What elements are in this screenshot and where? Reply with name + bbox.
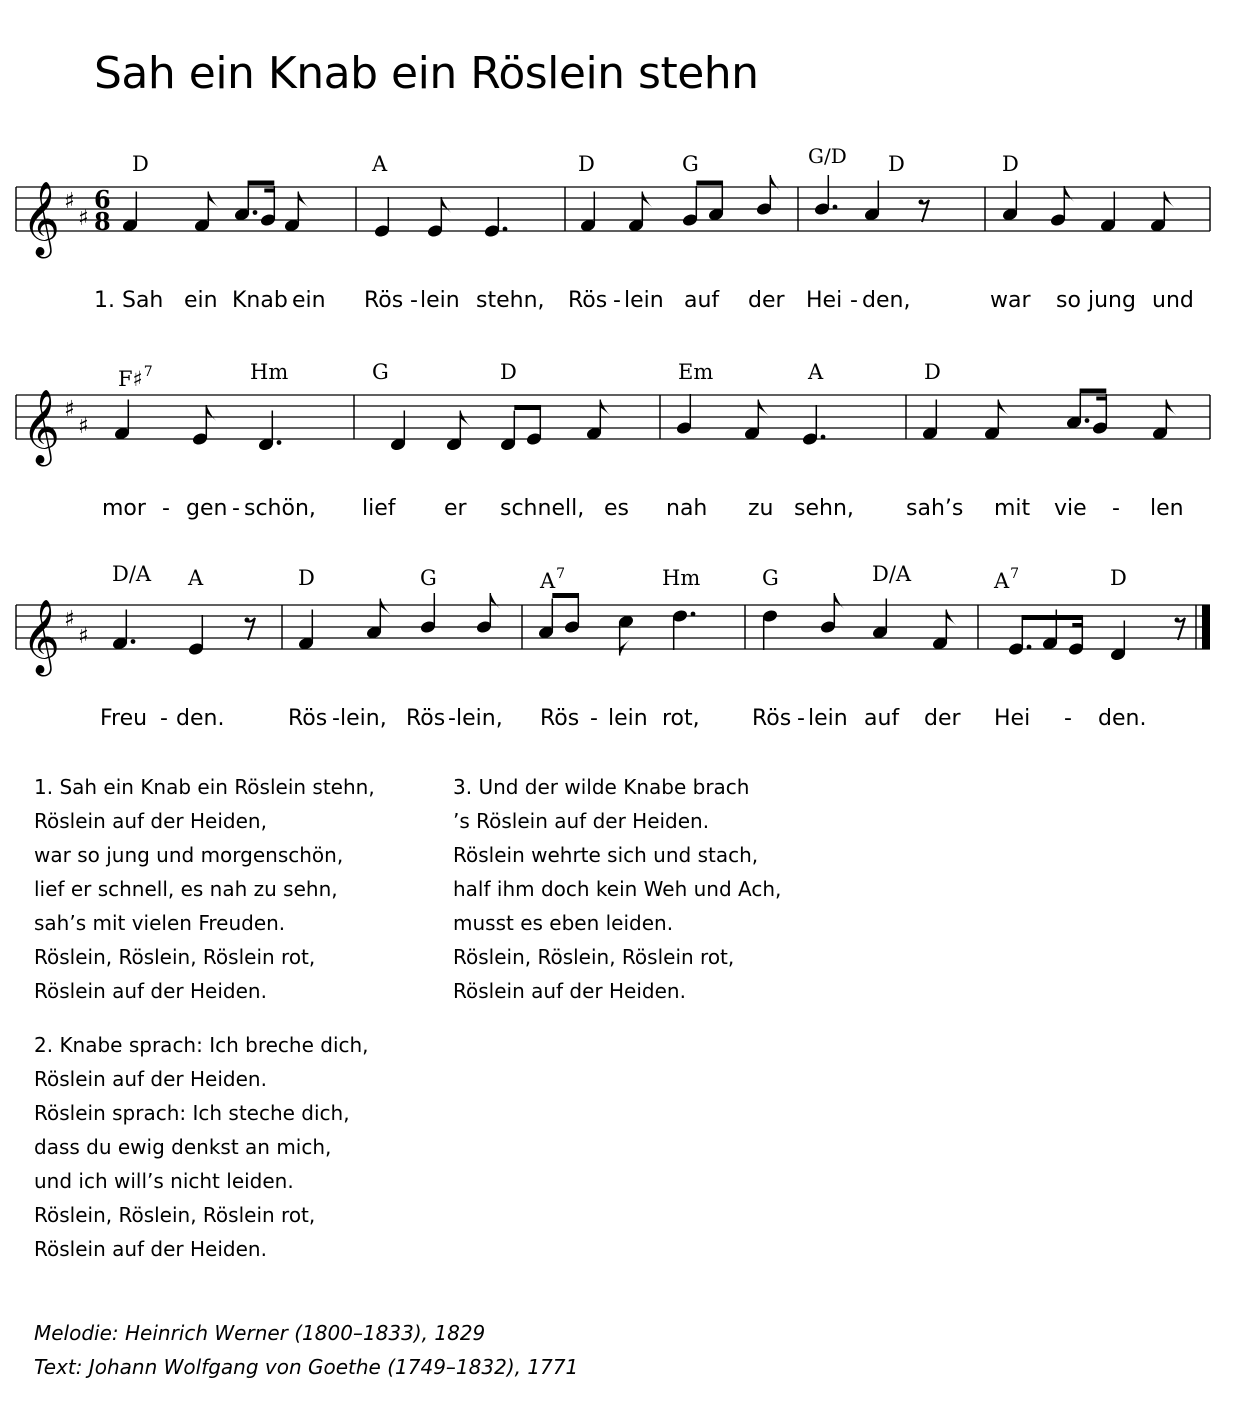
music-system-3 bbox=[0, 562, 1238, 731]
music-system-1 bbox=[0, 144, 1238, 313]
lyric-syllable: lein bbox=[420, 288, 460, 313]
lyric-syllable: Rös bbox=[752, 706, 792, 731]
lyric-syllable: stehn, bbox=[476, 288, 545, 313]
lyric-syllable: es bbox=[604, 496, 629, 521]
lyric-hyphen: - bbox=[448, 706, 456, 731]
chord-symbol: D bbox=[1110, 566, 1127, 590]
flag bbox=[298, 192, 308, 208]
lyric-syllable: schnell, bbox=[500, 496, 585, 521]
lyric-syllable: Freu bbox=[100, 706, 148, 731]
eighth-rest-dot bbox=[1175, 618, 1180, 623]
beam bbox=[552, 593, 578, 598]
flag bbox=[642, 192, 652, 208]
lyric-syllable: mor bbox=[102, 496, 146, 521]
lyric-syllable: Rös bbox=[364, 288, 404, 313]
beam bbox=[248, 181, 274, 186]
chord-symbol: G bbox=[420, 566, 437, 590]
chord-symbol-slash: G/D bbox=[808, 144, 847, 168]
dot bbox=[131, 639, 136, 644]
staff-2 bbox=[0, 358, 1238, 508]
flag bbox=[490, 593, 500, 609]
chord-symbol: A bbox=[808, 360, 824, 384]
sharp-f-icon: ♯ bbox=[64, 397, 75, 422]
verse-line: sah’s mit vielen Freuden. bbox=[34, 911, 286, 935]
flag bbox=[206, 405, 216, 421]
treble-clef-icon: 𝄞 bbox=[22, 390, 60, 464]
lyric-syllable: lief bbox=[362, 496, 396, 521]
lyric-syllable: ein bbox=[184, 288, 218, 313]
dot bbox=[253, 210, 258, 215]
lyric-syllable: Hei bbox=[994, 706, 1031, 731]
notes-system-2 bbox=[113, 389, 1176, 452]
staff-3 bbox=[0, 568, 1238, 718]
staff-1 bbox=[0, 150, 1238, 300]
verse-3 bbox=[453, 770, 781, 1008]
lyric-hyphen: - bbox=[797, 706, 805, 731]
verse-line: 2. Knabe sprach: Ich breche dich, bbox=[34, 1033, 369, 1057]
time-signature-top: 6 bbox=[94, 185, 111, 214]
chord-symbol-slash: D/A bbox=[112, 562, 152, 586]
lyric-syllable: Hei bbox=[806, 288, 843, 313]
verse-line: 3. Und der wilde Knabe brach bbox=[453, 775, 750, 799]
chord-symbol: D bbox=[578, 152, 595, 176]
lyric-syllable: nah bbox=[666, 496, 708, 521]
beam bbox=[1096, 397, 1106, 401]
dot bbox=[503, 227, 508, 232]
lyric-hyphen: - bbox=[613, 288, 621, 313]
chord-symbol: D bbox=[500, 360, 517, 384]
lyric-syllable: Rös bbox=[406, 706, 446, 731]
lyric-syllable: rot, bbox=[662, 706, 700, 731]
verse-line: Röslein, Röslein, Röslein rot, bbox=[34, 945, 316, 969]
lyric-syllable: lein bbox=[608, 706, 648, 731]
chord-symbol: Hm bbox=[662, 566, 701, 590]
lyric-syllable: vie bbox=[1054, 496, 1087, 521]
sharp-c-icon: ♯ bbox=[78, 206, 89, 231]
lyric-syllable: auf bbox=[864, 706, 900, 731]
lyric-syllable: den. bbox=[176, 706, 225, 731]
chord-symbol: $A^7$ bbox=[994, 566, 1020, 593]
lyric-syllable: den, bbox=[862, 288, 911, 313]
lyric-syllable: lein bbox=[624, 288, 664, 313]
flag bbox=[946, 610, 956, 626]
lyric-syllable: den. bbox=[1098, 706, 1147, 731]
chord-symbol: D bbox=[132, 152, 149, 176]
flag bbox=[460, 411, 470, 427]
beam bbox=[1072, 623, 1082, 627]
sharp-c-icon: ♯ bbox=[78, 624, 89, 649]
flag bbox=[208, 192, 218, 208]
lyric-hyphen: - bbox=[160, 706, 168, 731]
treble-clef-icon: 𝄞 bbox=[22, 600, 60, 674]
song-title: Sah ein Knab ein Röslein stehn bbox=[94, 48, 759, 99]
flag bbox=[600, 400, 610, 416]
flag bbox=[1166, 400, 1176, 416]
flag bbox=[998, 400, 1008, 416]
verse-1 bbox=[34, 770, 375, 1008]
chord-symbol: F♯$^7$ bbox=[118, 364, 153, 391]
verse-line: und ich will’s nicht leiden. bbox=[34, 1169, 294, 1193]
verse-line: Röslein wehrte sich und stach, bbox=[453, 843, 759, 867]
beam bbox=[1022, 615, 1082, 620]
lyric-hyphen: - bbox=[1112, 496, 1120, 521]
flag bbox=[758, 400, 768, 416]
music-system-2 bbox=[0, 358, 1238, 521]
verse-line: 1. Sah ein Knab ein Röslein stehn, bbox=[34, 775, 375, 799]
chord-symbol: D bbox=[298, 566, 315, 590]
lyric-syllable: schön, bbox=[244, 496, 316, 521]
chord-symbol: $A^7$ bbox=[540, 566, 566, 593]
chord-symbol: G bbox=[372, 360, 389, 384]
lyric-syllable: Rös bbox=[568, 288, 608, 313]
treble-clef-icon: 𝄞 bbox=[22, 182, 60, 256]
dot bbox=[833, 205, 838, 210]
beam bbox=[1080, 389, 1106, 394]
lyric-syllable: Rös bbox=[540, 706, 580, 731]
eighth-rest-dot bbox=[919, 200, 924, 205]
lyric-hyphen: - bbox=[1064, 706, 1072, 731]
lyric-syllable: len bbox=[1150, 496, 1184, 521]
sharp-f-icon: ♯ bbox=[64, 607, 75, 632]
lyric-syllable: so bbox=[1056, 288, 1081, 313]
lyric-hyphen: - bbox=[162, 496, 170, 521]
lyric-syllable: er bbox=[444, 496, 467, 521]
text-credit: Text: Johann Wolfgang von Goethe (1749–1832), 1771 bbox=[34, 1355, 579, 1379]
lyric-syllable: sah’s bbox=[906, 496, 964, 521]
lyric-hyphen: - bbox=[410, 288, 418, 313]
verse-line: Röslein auf der Heiden, bbox=[34, 809, 267, 833]
flag bbox=[620, 640, 630, 656]
lyric-syllable: gen bbox=[186, 496, 228, 521]
eighth-rest-dot bbox=[245, 618, 250, 623]
verse-line: Röslein auf der Heiden. bbox=[453, 979, 686, 1003]
lyric-syllable: auf bbox=[684, 288, 720, 313]
verse-line: Röslein, Röslein, Röslein rot, bbox=[34, 1203, 316, 1227]
verse-line: dass du ewig denkst an mich, bbox=[34, 1135, 332, 1159]
lyric-hyphen: - bbox=[850, 288, 858, 313]
verse-line: half ihm doch kein Weh und Ach, bbox=[453, 877, 782, 901]
lyric-syllable: lein bbox=[808, 706, 848, 731]
final-barline bbox=[1202, 605, 1210, 649]
verse-line: Röslein auf der Heiden. bbox=[34, 1067, 267, 1091]
chord-symbol: G bbox=[682, 152, 699, 176]
sharp-f-icon: ♯ bbox=[64, 189, 75, 214]
lyric-syllable: jung bbox=[1088, 288, 1136, 313]
flag bbox=[380, 599, 390, 615]
dot bbox=[691, 612, 696, 617]
flag bbox=[1164, 192, 1174, 208]
beam bbox=[264, 189, 274, 193]
verse-line: musst es eben leiden. bbox=[453, 911, 674, 935]
lyric-hyphen: - bbox=[332, 706, 340, 731]
verse-line: Röslein auf der Heiden. bbox=[34, 1237, 267, 1261]
lyric-hyphen: - bbox=[232, 496, 240, 521]
chord-symbol: Em bbox=[678, 360, 714, 384]
flag bbox=[441, 197, 451, 213]
verse-line: ’s Röslein auf der Heiden. bbox=[453, 809, 710, 833]
dot bbox=[821, 435, 826, 440]
lyric-hyphen: - bbox=[590, 706, 598, 731]
lyric-syllable: 1. Sah bbox=[94, 288, 164, 313]
lyric-syllable: war bbox=[990, 288, 1031, 313]
chord-symbol: G bbox=[762, 566, 779, 590]
lyric-syllable: Rös bbox=[288, 706, 328, 731]
lyric-syllable: mit bbox=[994, 496, 1031, 521]
chord-symbol: A bbox=[188, 566, 204, 590]
flag bbox=[834, 593, 844, 609]
verse-line: Röslein, Röslein, Röslein rot, bbox=[453, 945, 735, 969]
melody-credit: Melodie: Heinrich Werner (1800–1833), 1829 bbox=[34, 1321, 486, 1345]
lyric-syllable: der bbox=[924, 706, 961, 731]
flag bbox=[770, 175, 780, 191]
dot bbox=[1085, 418, 1090, 423]
chord-symbol: D bbox=[924, 360, 941, 384]
dot bbox=[277, 440, 282, 445]
lyric-syllable: der bbox=[748, 288, 785, 313]
verse-line: Röslein sprach: Ich steche dich, bbox=[34, 1101, 350, 1125]
time-signature-bottom: 8 bbox=[94, 207, 111, 236]
chord-symbol: D bbox=[888, 152, 905, 176]
lyric-syllable: Knab bbox=[232, 288, 288, 313]
lyric-syllable: sehn, bbox=[794, 496, 854, 521]
lyric-syllable: zu bbox=[748, 496, 774, 521]
dot bbox=[1027, 645, 1032, 650]
chord-symbol: A bbox=[372, 152, 388, 176]
lyric-syllable: lein, bbox=[456, 706, 503, 731]
chord-symbol: D bbox=[1002, 152, 1019, 176]
verse-line: war so jung und morgenschön, bbox=[34, 843, 344, 867]
verse-2 bbox=[34, 1028, 369, 1266]
beam bbox=[514, 405, 540, 410]
chord-symbol: Hm bbox=[250, 360, 289, 384]
beam bbox=[696, 181, 722, 186]
flag bbox=[1064, 186, 1074, 202]
chord-symbol-slash: D/A bbox=[872, 562, 912, 586]
verse-line: Röslein auf der Heiden. bbox=[34, 979, 267, 1003]
lyric-syllable: ein bbox=[292, 288, 326, 313]
lyric-syllable: und bbox=[1152, 288, 1194, 313]
notes-system-1 bbox=[121, 175, 1174, 238]
sharp-c-icon: ♯ bbox=[78, 414, 89, 439]
verse-line: lief er schnell, es nah zu sehn, bbox=[34, 877, 338, 901]
lyric-syllable: lein, bbox=[340, 706, 387, 731]
